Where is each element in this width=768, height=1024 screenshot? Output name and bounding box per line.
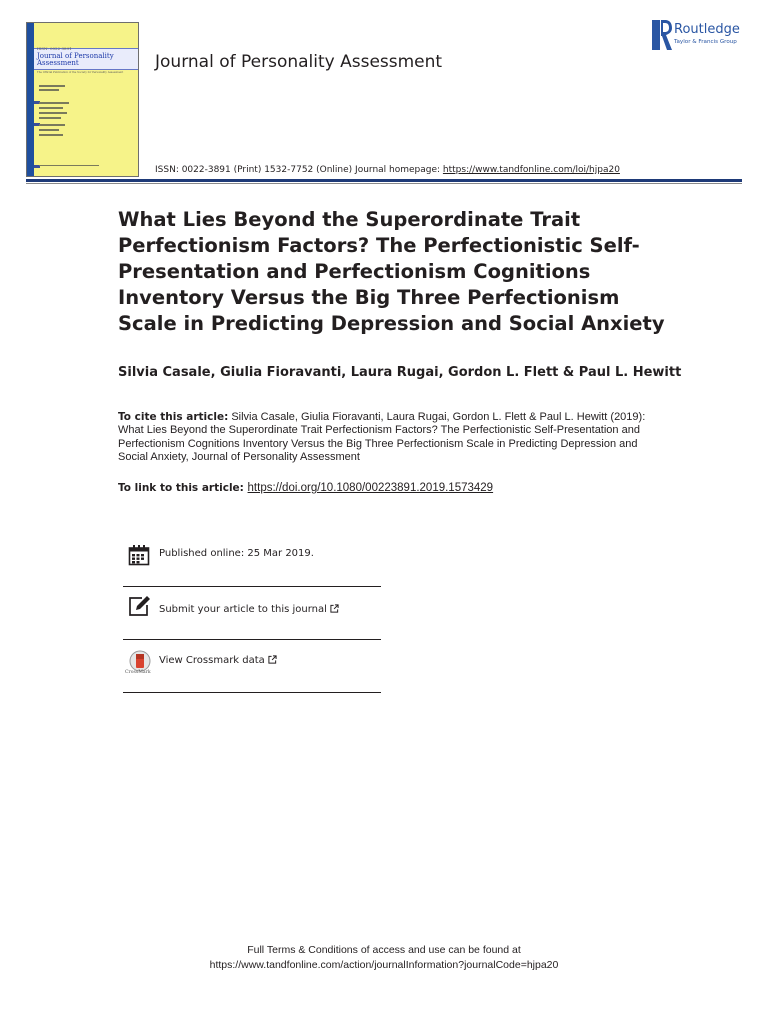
external-link-icon [268, 655, 277, 664]
cover-text-block [39, 112, 67, 114]
submit-article-label: Submit your article to this journal [159, 604, 327, 615]
citation-block [118, 411, 658, 464]
issn-text: ISSN: 0022-3891 (Print) 1532-7752 (Online) Journal homepage: [155, 165, 443, 175]
cover-text-block [39, 117, 61, 119]
row-divider [123, 586, 381, 587]
submit-article-row[interactable] [123, 595, 381, 641]
article-link-line [118, 481, 493, 494]
cover-text-block [39, 124, 65, 126]
link-label: To link to this article: [118, 482, 248, 494]
journal-name: Journal of Personality Assessment [155, 52, 443, 72]
cite-label: To cite this article: [118, 411, 229, 423]
cover-subtitle: The Official Publication of the Society for Personality Assessment [37, 71, 124, 74]
cover-text-block [39, 102, 69, 104]
doi-link[interactable]: https://doi.org/10.1080/00223891.2019.1573429 [247, 482, 494, 494]
cover-text-block [39, 129, 59, 131]
published-row [123, 543, 381, 588]
crossmark-badge-label: CrossMark [125, 670, 151, 675]
footer-terms [0, 943, 768, 973]
publisher-name: Routledge [674, 22, 740, 37]
row-divider [123, 692, 381, 693]
journal-homepage-link[interactable]: https://www.tandfonline.com/loi/hjpa20 [442, 165, 620, 175]
row-divider [123, 639, 381, 640]
cover-text-block [39, 89, 59, 91]
header-divider-thin [26, 183, 742, 184]
cover-text-block [39, 107, 63, 109]
routledge-logo-icon [652, 20, 672, 50]
published-date: Published online: 25 Mar 2019. [159, 548, 314, 559]
cover-spine [27, 23, 34, 176]
cover-text-block [39, 165, 99, 166]
footer-terms-link[interactable]: https://www.tandfonline.com/action/journalInformation?journalCode=hjpa20 [209, 959, 559, 971]
publisher-subtitle: Taylor & Francis Group [674, 39, 737, 45]
issn-line [155, 165, 620, 175]
journal-cover-image[interactable] [26, 22, 139, 177]
cover-text-block [39, 134, 63, 136]
submit-article-link[interactable] [159, 604, 339, 615]
cover-title: Journal of Personality Assessment [37, 52, 114, 67]
cover-text-block [39, 85, 65, 87]
external-link-icon [330, 604, 339, 613]
routledge-logo[interactable] [652, 20, 748, 52]
crossmark-row[interactable] [123, 648, 381, 694]
calendar-icon [128, 544, 150, 566]
article-title: What Lies Beyond the Superordinate Trait Perfectionism Factors? The Perfectionistic Self-Presentation and Perfectionism Cognitions Inventory Versus the Big Three Perfectionism Scale in Predicting Depression and Social Anxiety [118, 208, 665, 335]
edit-icon [128, 595, 152, 617]
article-authors: Silvia Casale, Giulia Fioravanti, Laura Rugai, Gordon L. Flett & Paul L. Hewitt [118, 365, 682, 380]
cite-text: Silvia Casale, Giulia Fioravanti, Laura Rugai, Gordon L. Flett & Paul L. Hewitt (2019): What Lies Beyond the Superordinate Trait Perfectionism Factors? The Perfectionistic Self-Presentation and Perfectionism Cognitions Inventory Versus the Big Three Perfectionism Scale in Predicting Depression and Social Anxiety, Journal of Personality Assessment [118, 411, 646, 463]
header-divider [26, 179, 742, 182]
cover-small-text: ISSN: 0022-3891 [37, 46, 72, 51]
crossmark-label: View Crossmark data [159, 655, 265, 666]
crossmark-link[interactable] [159, 655, 277, 666]
footer-line-1: Full Terms & Conditions of access and use can be found at [247, 944, 521, 956]
